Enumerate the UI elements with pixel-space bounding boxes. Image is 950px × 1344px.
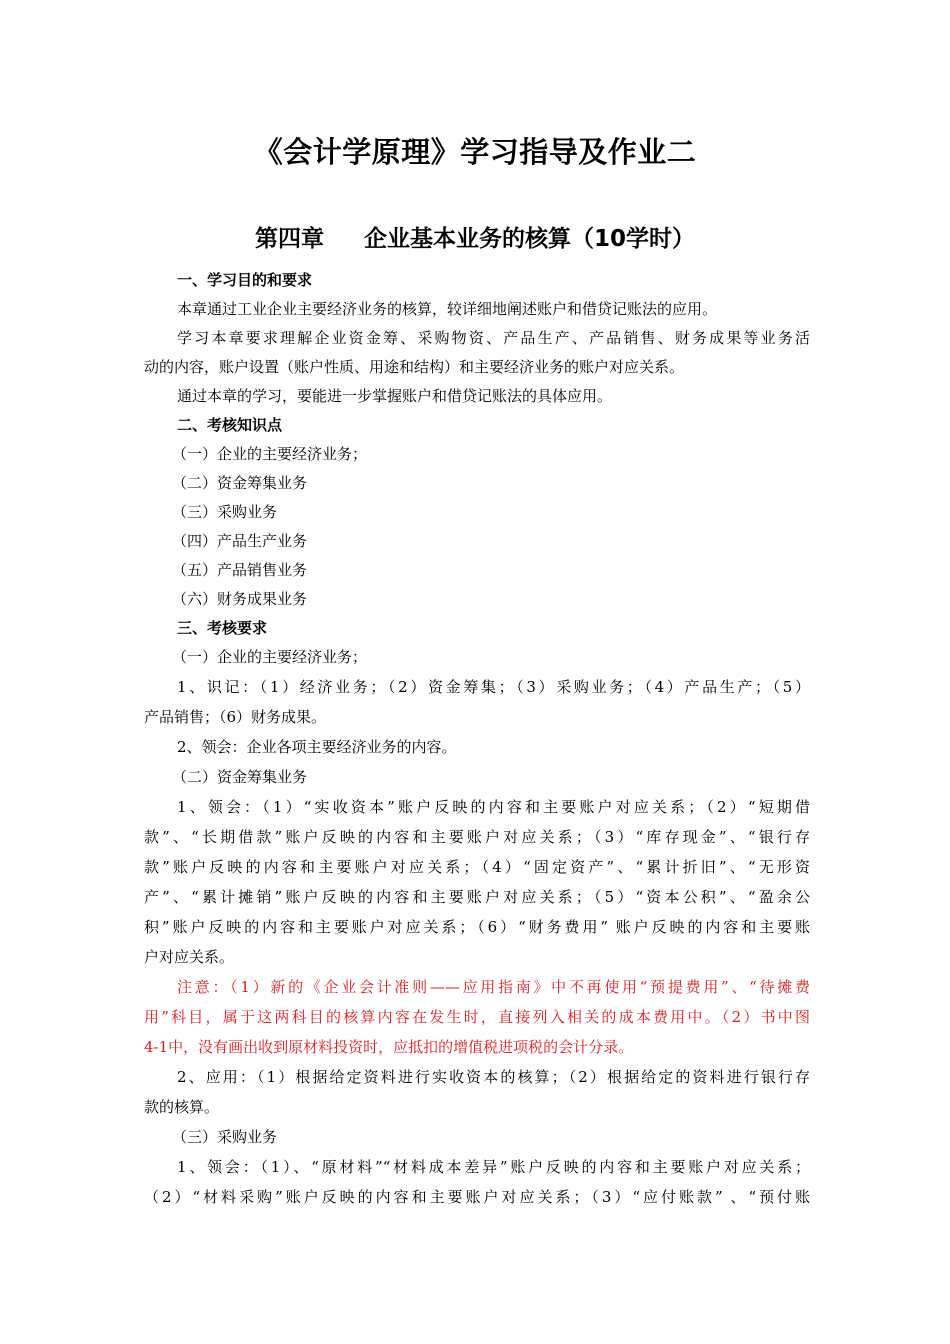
- list-item: （三）采购业务: [172, 503, 278, 521]
- paragraph-line: 1、识记：（1）经济业务；（2）资金筹集；（3）采购业务；（4）产品生产；（5）: [177, 678, 810, 696]
- paragraph: [144, 672, 810, 732]
- paragraph: 通过本章的学习，要能进一步掌握账户和借贷记账法的具体应用。: [177, 387, 613, 405]
- chapter-title: 企业基本业务的核算（10学时）: [363, 226, 695, 252]
- paragraph-line: 产”、“累计摊销”账户反映的内容和主要账户对应关系；（5）“资本公积”、“盈余公: [144, 888, 810, 906]
- paragraph-line: 2、应用：（1）根据给定资料进行实收资本的核算；（2）根据给定的资料进行银行存: [177, 1068, 810, 1086]
- paragraph-line: 款的核算。: [144, 1098, 220, 1116]
- paragraph: [144, 792, 810, 972]
- note-line: 用”科目，属于这两科目的核算内容在发生时，直接列入相关的成本费用中。（2）书中图: [144, 1008, 810, 1026]
- paragraph-line: 动的内容，账户设置（账户性质、用途和结构）和主要经济业务的账户对应关系。: [144, 358, 685, 376]
- paragraph-line: 积”账户反映的内容和主要账户对应关系；（6）“财务费用” 账户反映的内容和主要账: [144, 918, 810, 936]
- paragraph-line: 款”、“长期借款”账户反映的内容和主要账户对应关系；（3）“库存现金”、“银行存: [144, 828, 810, 846]
- note-line: 4-1中，没有画出收到原材料投资时，应抵扣的增值税进项税的会计分录。: [144, 1038, 634, 1056]
- list-item: （一）企业的主要经济业务；: [172, 445, 368, 463]
- note-line: 注意：（1）新的《企业会计准则——应用指南》中不再使用“预提费用”、“待摊费: [177, 978, 810, 996]
- chapter-heading: [0, 222, 950, 256]
- chapter-number: 第四章: [254, 226, 324, 252]
- paragraph-line: 户对应关系。: [144, 948, 235, 966]
- section-heading: 一、学习目的和要求: [177, 271, 313, 289]
- document-body: [144, 266, 810, 1212]
- subsection-heading: （二）资金筹集业务: [172, 768, 308, 786]
- paragraph: [144, 324, 810, 382]
- subsection-heading: （三）采购业务: [172, 1128, 278, 1146]
- paragraph-line: 学习本章要求理解企业资金筹、采购物资、产品生产、产品销售、财务成果等业务活: [177, 329, 810, 347]
- subsection-heading: （一）企业的主要经济业务；: [172, 648, 368, 666]
- list-item: （四）产品生产业务: [172, 532, 308, 550]
- list-item: （五）产品销售业务: [172, 561, 308, 579]
- list-item: （二）资金筹集业务: [172, 474, 308, 492]
- paragraph: 本章通过工业企业主要经济业务的核算，较详细地阐述账户和借贷记账法的应用。: [177, 300, 718, 318]
- section-heading: 二、考核知识点: [177, 416, 283, 434]
- paragraph-line: 1、领会：（1）、“原材料”“材料成本差异”账户反映的内容和主要账户对应关系；: [177, 1158, 810, 1176]
- paragraph-line: 1、领会：（1）“实收资本”账户反映的内容和主要账户对应关系；（2）“短期借: [177, 798, 810, 816]
- paragraph-line: 产品销售；（6）财务成果。: [144, 708, 327, 726]
- list-item: （六）财务成果业务: [172, 590, 308, 608]
- section-heading: 三、考核要求: [177, 619, 268, 637]
- paragraph: 2、领会：企业各项主要经济业务的内容。: [177, 738, 457, 756]
- paragraph: [144, 1062, 810, 1122]
- note-paragraph: [144, 972, 810, 1062]
- document-title: 《会计学原理》学习指导及作业二: [253, 135, 697, 169]
- paragraph-line: 款”账户反映的内容和主要账户对应关系；（4）“固定资产”、“累计折旧”、“无形资: [144, 858, 810, 876]
- paragraph-line: （2）“材料采购”账户反映的内容和主要账户对应关系；（3）“应付账款” 、“预付账: [144, 1188, 810, 1206]
- paragraph: [144, 1152, 810, 1212]
